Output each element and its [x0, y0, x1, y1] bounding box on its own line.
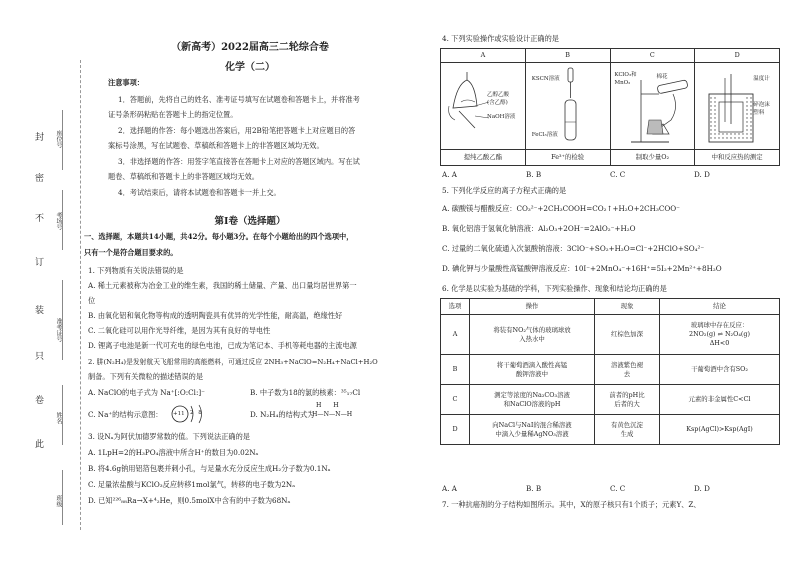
binding-char: 此 — [35, 440, 45, 450]
q1-option-c: C. 二氧化硅可以用作光导纤维，是因为其有良好的导电性 — [88, 326, 271, 335]
apparatus-label: FeCl₃溶液 — [531, 132, 558, 139]
binding-char: 订 — [35, 258, 45, 268]
q2-option-d: D. N₂H₄的结构式为 — [250, 410, 315, 419]
apparatus-a-cell — [441, 63, 526, 150]
cell-line: 去 — [623, 369, 631, 378]
apparatus-c-cell — [610, 63, 695, 150]
table-cell-operation — [470, 415, 595, 445]
notice-line: 案标号涂黑，写在试题卷、草稿纸和答题卡上的非答题区域均无效。 — [108, 141, 324, 150]
table-cell-option: A — [441, 315, 470, 355]
cell-line: 前者的pH比 — [609, 390, 645, 399]
table-row — [441, 315, 780, 355]
q5-option-b: B. 氧化铝溶于氢氧化钠溶液：Al₂O₃+2OH⁻=2AlO₂⁻+H₂O — [442, 224, 636, 233]
apparatus-caption: 中和反应热的测定 — [695, 149, 780, 165]
apparatus-caption: Fe³⁺的检验 — [525, 149, 610, 165]
table-cell-conclusion — [660, 355, 780, 385]
q3-option-c: C. 足量浓盐酸与KClO₃反应转移1mol氯气，转移的电子数为2Nₐ — [88, 480, 295, 489]
apparatus-label: KSCN溶液 — [531, 76, 560, 83]
q1-option-a: A. 稀土元素被称为冶金工业的维生素，我国的稀土储量、产量、出口量均居世界第一 — [88, 281, 357, 290]
q2-stem-cont: 制备。下列有关微粒的描述错误的是 — [88, 372, 204, 381]
exam-room-line — [62, 190, 63, 250]
cell-line: 入热水中 — [519, 334, 545, 343]
q5-option-d: D. 碘化钾与少量酸性高锰酸钾溶液反应：10I⁻+2MnO₄⁻+16H⁺=5I₂+2Mn²⁺+8H₂O — [442, 264, 722, 273]
apparatus-label: 棉花 — [656, 74, 668, 81]
q6-stem: 6. 化学是以实验为基础的学科，下列实验操作、现象和结论均正确的是 — [442, 284, 667, 293]
q5-stem: 5. 下列化学反应的离子方程式正确的是 — [442, 186, 567, 195]
cell-line: ΔH<0 — [709, 339, 730, 347]
apparatus-label: 塑料 — [753, 110, 765, 117]
admission-number-line — [62, 280, 63, 360]
apparatus-label: 碎泡沫 — [753, 102, 770, 109]
name-label: 姓名 — [55, 412, 62, 424]
table-cell-option: C — [441, 385, 470, 415]
q3-option-b: B. 将4.6g钠用铝箔包裹并刺小孔，与足量水充分反应生成H₂分子数为0.1Nₐ — [88, 464, 331, 473]
cell-line: 将干葡萄酒滴入酸性高锰 — [496, 360, 568, 369]
apparatus-label: KClO₃和 — [614, 72, 637, 79]
apparatus-label: 温度计 — [753, 76, 770, 83]
table-header-cell: 选项 — [441, 299, 470, 315]
table-header-cell: 结论 — [660, 299, 780, 315]
class-line — [62, 470, 63, 525]
cell-line: 2NO₂(g) ⇌ N₂O₄(g) — [689, 330, 750, 338]
table-cell-phenomenon — [595, 315, 660, 355]
section-title: 第Ⅰ卷（选择题） — [214, 216, 286, 227]
notice-line: 3．非选择题的作答：用签字笔直接答在答题卡上对应的答题区域内。写在试 — [118, 157, 360, 166]
cell-line: 向NaCl与NaI的混合稀溶液 — [492, 420, 572, 429]
table-header-cell: 现象 — [595, 299, 660, 315]
q6-option-a: A. A — [442, 484, 457, 493]
cell-line: 玻璃球中存在反应： — [690, 321, 749, 329]
notice-line: 1．答题前，先将自己的姓名、准考证号填写在试题卷和答题卡上，并将准考 — [118, 95, 360, 104]
q1-option-b: B. 由氧化铝和氧化物等构成的透明陶瓷具有优异的光学性能，耐高温，绝缘性好 — [88, 311, 343, 320]
table-cell-phenomenon — [595, 355, 660, 385]
cell-line: 将装有NO₂气体的玻璃球放 — [493, 325, 571, 334]
q5-option-a: A. 碳酸镁与醋酸反应：CO₃²⁻+2CH₃COOH=CO₂↑+H₂O+2CH₃COO⁻ — [442, 204, 680, 213]
cell-line: 红棕色加深 — [611, 330, 643, 338]
apparatus-label: (含乙醇) — [487, 100, 508, 107]
q2-option-b: B. 中子数为18的氯的核素：³⁵₁₇Cl — [250, 388, 361, 397]
table-row — [441, 385, 780, 415]
q6-option-b: B. B — [526, 484, 542, 493]
q2-stem: 2. 肼(N₂H₄)是发射航天飞船常用的高能燃料，可通过反应 2NH₃+NaClO=N₂H₄+NaCl+H₂O — [88, 358, 378, 366]
binding-char: 装 — [35, 306, 45, 316]
hydrazine-formula-top: H H — [316, 402, 339, 409]
class-label: 班级 — [55, 495, 62, 507]
seat-number-label: 座位号 — [55, 130, 62, 148]
table-cell-operation — [470, 315, 595, 355]
binding-char: 卷 — [35, 396, 45, 406]
cell-line: 生成 — [620, 429, 634, 438]
q6-experiment-table — [440, 298, 780, 445]
cell-line: 干葡萄酒中含有SO₂ — [691, 365, 748, 373]
binding-strip — [0, 0, 90, 562]
binding-char: 只 — [35, 352, 45, 362]
q3-stem: 3. 设Nₐ为阿伏加德罗常数的值。下列说法正确的是 — [88, 432, 250, 441]
q1-option-a-cont: 位 — [88, 296, 96, 305]
notice-heading: 注意事项： — [108, 78, 144, 87]
apparatus-caption: 制取少量O₂ — [610, 149, 695, 165]
notice-line: 题卷、草稿纸和答题卡上的非答题区域均无效。 — [108, 172, 259, 181]
cell-line: Ksp(AgCl)>Ksp(AgI) — [686, 425, 753, 433]
q1-stem: 1. 下列物质有关说法错误的是 — [88, 266, 184, 275]
left-column — [84, 0, 400, 562]
table-cell-conclusion — [660, 415, 780, 445]
cell-line: 溶液紫色褪 — [611, 360, 643, 369]
table-cell-option: D — [441, 415, 470, 445]
cell-line: 和NaClO溶液的pH — [503, 399, 561, 408]
q4-option-a: A. A — [442, 170, 457, 179]
table-header-cell: B — [525, 49, 610, 63]
nucleus-charge: +11 — [173, 411, 185, 417]
cell-line: 测定等浓度的Na₂CO₃溶液 — [494, 390, 570, 399]
cell-line: 有黄色沉淀 — [611, 420, 643, 429]
notice-line: 证号条形码粘贴在答题卡上的指定位置。 — [108, 110, 238, 119]
separatory-funnel-icon — [445, 66, 525, 146]
q6-option-c: C. C — [610, 484, 626, 493]
q4-option-b: B. B — [526, 170, 542, 179]
cell-line: 后者的大 — [614, 399, 640, 408]
admission-number-label: 准考证号 — [55, 318, 62, 342]
exam-room-label: 考场号 — [55, 212, 62, 230]
cell-line: 中滴入少量稀AgNO₃溶液 — [495, 429, 569, 438]
apparatus-caption: 提纯乙酸乙酯 — [441, 149, 526, 165]
cell-line: 元素的非金属性C<Cl — [688, 395, 751, 403]
apparatus-label: MnO₂ — [614, 80, 631, 87]
binding-dashed-line — [80, 60, 81, 530]
q3-option-d: D. 已知²²⁶₈₈Ra→X+⁴₂He，则0.5molX中含有的中子数为68Nₐ — [88, 496, 291, 505]
notice-line: 4．考试结束后，请将本试题卷和答题卡一并上交。 — [118, 188, 281, 197]
table-cell-phenomenon — [595, 415, 660, 445]
sodium-ion-diagram — [170, 402, 210, 426]
q4-stem: 4. 下列实验操作或实验设计正确的是 — [442, 34, 559, 43]
table-header-cell: 操作 — [470, 299, 595, 315]
apparatus-label: NaOH溶液 — [487, 114, 516, 121]
section-intro: 只有一个是符合题目要求的。 — [84, 248, 178, 257]
table-cell-phenomenon — [595, 385, 660, 415]
table-cell-conclusion — [660, 315, 780, 355]
q4-option-d: D. D — [694, 170, 710, 179]
exam-title: （新高考）2022届高三二轮综合卷 — [171, 42, 329, 53]
q4-apparatus-table — [440, 48, 780, 166]
apparatus-label: 乙醇乙酸 — [487, 92, 510, 99]
table-row — [441, 355, 780, 385]
right-column — [438, 0, 784, 562]
name-line — [62, 385, 63, 445]
table-header-cell: D — [695, 49, 780, 63]
seat-number-line — [62, 110, 63, 170]
table-header-cell: A — [441, 49, 526, 63]
hydrazine-formula: H—N—N—H — [312, 411, 353, 418]
notice-line: 2．选择题的作答：每小题选出答案后，用2B铅笔把答题卡上对应题目的答 — [118, 126, 356, 135]
table-cell-operation — [470, 385, 595, 415]
binding-char: 密 — [35, 174, 45, 184]
table-cell-operation — [470, 355, 595, 385]
apparatus-d-cell — [695, 63, 780, 150]
table-row — [441, 415, 780, 445]
section-intro: 一、选择题，本题共14小题，共42分。每小题3分。在每个小题给出的四个选项中， — [84, 232, 354, 241]
q2-option-a: A. NaClO的电子式为 Na⁺[:O:Cl:]⁻ — [88, 388, 205, 397]
q7-stem: 7. 一种抗癌剂的分子结构如图所示。其中，X的原子核只有1个质子；元素Y、Z、 — [442, 500, 701, 509]
electron-shells: 2 8 — [190, 410, 202, 416]
exam-subtitle: 化学（二） — [225, 62, 275, 73]
q4-option-c: C. C — [610, 170, 626, 179]
q2-option-c: C. Na⁺的结构示意图： — [88, 410, 163, 419]
binding-char: 封 — [35, 133, 45, 143]
binding-char: 不 — [35, 214, 45, 224]
table-cell-conclusion — [660, 385, 780, 415]
q6-option-d: D. D — [694, 484, 710, 493]
apparatus-b-cell — [525, 63, 610, 150]
cell-line: 酸钾溶液中 — [516, 369, 548, 378]
q1-option-d: D. 锂离子电池是新一代可充电的绿色电池，已成为笔记本、手机等耗电器的主流电源 — [88, 341, 357, 350]
q3-option-a: A. 1LpH=2的H₃PO₄溶液中所含H⁺的数目为0.02Nₐ — [88, 448, 259, 457]
table-cell-option: B — [441, 355, 470, 385]
table-header-cell: C — [610, 49, 695, 63]
q5-option-c: C. 过量的二氧化硫通入次氯酸钠溶液：3ClO⁻+SO₂+H₂O=Cl⁻+2HClO+SO₄²⁻ — [442, 244, 705, 253]
